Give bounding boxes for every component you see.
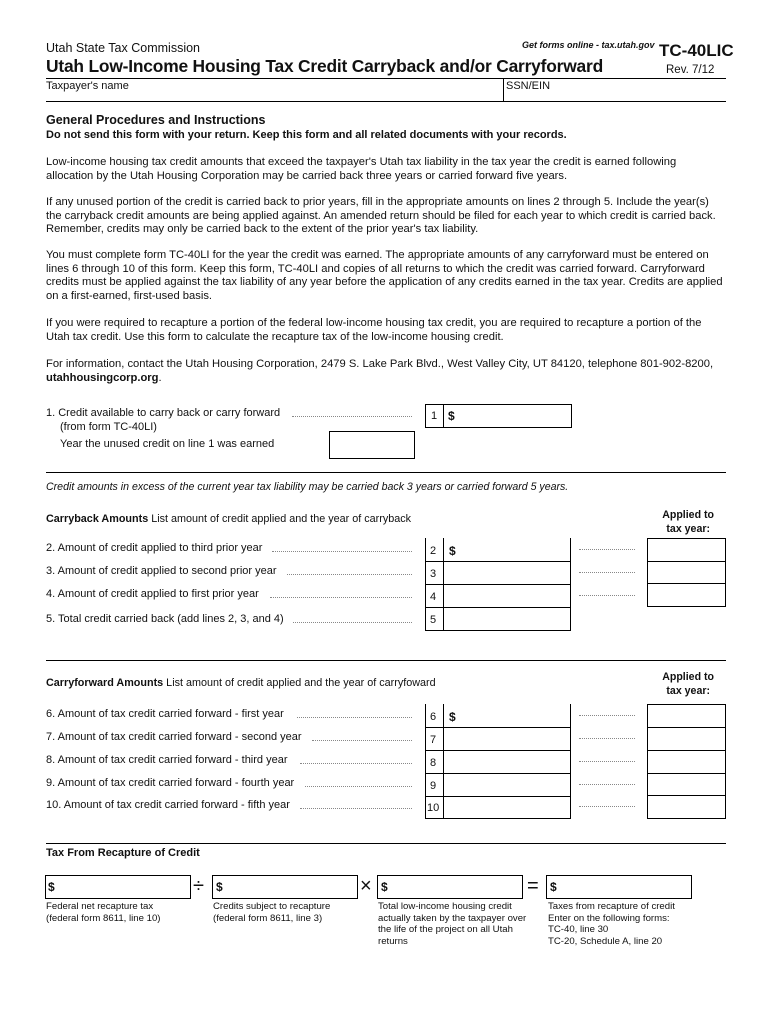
line-9-number: 9: [430, 780, 437, 792]
caption-total-credit-taken: [378, 901, 526, 947]
ssn-field[interactable]: [504, 79, 726, 99]
federal-net-recapture-field[interactable]: [45, 875, 191, 899]
carryback-applied-line1: Applied to: [662, 509, 714, 521]
line-7-amount-field[interactable]: [444, 728, 569, 749]
line-9-year-field[interactable]: [648, 774, 725, 795]
line-7-year-field[interactable]: [648, 728, 725, 750]
multiply-operator: ×: [360, 875, 372, 897]
carryforward-heading: [46, 677, 436, 689]
line-9-label: 9. Amount of tax credit carried forward - fourth year: [46, 777, 295, 789]
carryback-heading-bold: Carryback Amounts: [46, 513, 149, 525]
ssn-label: SSN/EIN: [506, 80, 551, 92]
carryforward-applied-label: [630, 671, 728, 698]
recapture-dollar-3: $: [381, 880, 388, 894]
line-4-amount-field[interactable]: [444, 585, 569, 606]
caption-4-line-3: TC-40, line 30: [548, 924, 609, 935]
instructions-paragraph-4: If you were required to recapture a portion of the federal low-income housing tax credit, you are required to recapture a portion of the Utah tax credit. Use this form to calculate the recapture tax of the low-income housing credit.: [46, 317, 702, 343]
recapture-dollar-1: $: [48, 880, 55, 894]
line-3-amount-field[interactable]: [444, 562, 569, 583]
housing-corp-link[interactable]: utahhousingcorp.org: [46, 371, 159, 384]
contact-text: For information, contact the Utah Housing Corporation, 2479 S. Lake Park Blvd., West Valley City, UT 84120, telephone 801-902-8200,: [46, 358, 714, 370]
line-6-year-field[interactable]: [648, 705, 725, 727]
caption-2-line-2: (federal form 8611, line 3): [213, 912, 323, 924]
line-1-label: 1. Credit available to carry back or carry forward: [46, 407, 281, 419]
line-2-label: 2. Amount of credit applied to third prior year: [46, 542, 263, 554]
instructions-paragraph-5: [46, 358, 726, 385]
line-1-sublabel: (from form TC-40LI): [60, 421, 157, 433]
line-1-dollar: $: [448, 409, 455, 423]
taxpayer-name-label: Taxpayer's name: [46, 80, 129, 92]
line-5-label: 5. Total credit carried back (add lines 2, 3, and 4): [46, 613, 284, 625]
carryback-year-column: [647, 538, 726, 607]
line-3-number: 3: [430, 568, 437, 580]
caption-4-line-1: Taxes from recapture of credit: [548, 901, 675, 912]
line-10-number: 10: [427, 802, 440, 814]
revision: Rev. 7/12: [666, 64, 715, 76]
line-2-amount-field[interactable]: [444, 539, 569, 560]
carryforward-year-column: [647, 704, 726, 819]
line-9-amount-field[interactable]: [444, 774, 569, 795]
caption-4-line-2: Enter on the following forms:: [548, 912, 670, 924]
caption-3-line-3: the life of the project on all Utah: [378, 924, 513, 935]
caption-4-line-4: TC-20, Schedule A, line 20: [548, 935, 663, 947]
line-8-label: 8. Amount of tax credit carried forward - third year: [46, 754, 288, 766]
instructions-subheading: Do not send this form with your return. Keep this form and all related documents with your records.: [46, 129, 567, 141]
excess-note: Credit amounts in excess of the current year tax liability may be carried back 3 years or carried forward 5 years.: [46, 481, 569, 493]
recapture-tax-field[interactable]: [546, 875, 692, 899]
instructions-paragraph-1: Low-income housing tax credit amounts that exceed the taxpayer's Utah tax liability in the tax year the credit is earned following allocation by the Utah Housing Corporation may be carried back three years or carried forward five years.: [46, 156, 677, 182]
carryforward-applied-line2: tax year:: [666, 684, 710, 697]
line-10-amount-field[interactable]: [444, 797, 569, 817]
caption-1-line-1: Federal net recapture tax: [46, 901, 154, 912]
caption-credits-subject: [213, 901, 330, 924]
recapture-heading: Tax From Recapture of Credit: [46, 847, 200, 859]
carryback-heading: [46, 513, 411, 525]
line-2-year-field[interactable]: [648, 539, 725, 561]
instructions-paragraph-3: You must complete form TC-40LI for the year the credit was earned. The appropriate amounts of any carryforward must be entered on lines 6 through 10 of this form. Keep this form, TC-40LI and copies of all returns to which the credit was carried forward. Carryforward credits must be applied against the tax liability of any year before the application of any credits earned in the tax year. Credits are applied on a first-earned, first-used basis.: [46, 249, 723, 302]
line-5-amount-field[interactable]: [444, 608, 569, 629]
line-8-number: 8: [430, 757, 437, 769]
carryforward-applied-line1: Applied to: [662, 671, 714, 683]
line-6-dollar: $: [449, 710, 456, 724]
get-forms-link[interactable]: Get forms online - tax.utah.gov: [522, 40, 655, 50]
divide-operator: ÷: [193, 875, 204, 897]
caption-3-line-4: returns: [378, 935, 408, 947]
caption-3-line-1: Total low-income housing credit: [378, 901, 512, 912]
contact-end: .: [158, 371, 162, 384]
taxpayer-name-field[interactable]: [46, 79, 502, 99]
line-2-number: 2: [430, 545, 437, 557]
caption-federal-net-recapture: [46, 901, 160, 924]
line-1-year-label: Year the unused credit on line 1 was earned: [60, 438, 275, 450]
line-8-amount-field[interactable]: [444, 751, 569, 772]
instructions-heading: General Procedures and Instructions: [46, 113, 266, 127]
line-6-label: 6. Amount of tax credit carried forward - first year: [46, 708, 284, 720]
line-8-year-field[interactable]: [648, 751, 725, 773]
equals-operator: =: [527, 875, 539, 897]
agency-name: Utah State Tax Commission: [46, 41, 200, 55]
line-6-amount-field[interactable]: [444, 705, 569, 726]
carryforward-amount-group: [425, 704, 571, 818]
total-credit-taken-field[interactable]: [377, 875, 523, 899]
recapture-dollar-4: $: [550, 880, 557, 894]
form-id: TC-40LIC: [659, 41, 734, 60]
caption-2-line-1: Credits subject to recapture: [213, 901, 331, 912]
line-3-year-field[interactable]: [648, 562, 725, 583]
carryforward-heading-text: List amount of credit applied and the year of carryfoward: [163, 677, 436, 689]
line-10-year-field[interactable]: [648, 796, 725, 818]
line-2-dollar: $: [449, 544, 456, 558]
carryback-heading-text: List amount of credit applied and the year of carryback: [148, 513, 412, 525]
carryback-applied-line2: tax year:: [666, 522, 710, 535]
carryback-amount-group: [425, 538, 571, 630]
caption-3-line-2: actually taken by the taxpayer over: [378, 912, 527, 924]
credits-subject-field[interactable]: [212, 875, 358, 899]
recapture-dollar-2: $: [216, 880, 223, 894]
line-10-label: 10. Amount of tax credit carried forward - fifth year: [46, 799, 290, 811]
line-3-label: 3. Amount of credit applied to second prior year: [46, 565, 277, 577]
line-5-number: 5: [430, 614, 437, 626]
line-4-number: 4: [430, 591, 437, 603]
line-7-number: 7: [430, 734, 437, 746]
carryback-applied-label: [630, 509, 728, 536]
form-title: Utah Low-Income Housing Tax Credit Carryback and/or Carryforward: [46, 56, 604, 76]
line-7-label: 7. Amount of tax credit carried forward - second year: [46, 731, 302, 743]
line-4-label: 4. Amount of credit applied to first prior year: [46, 588, 259, 600]
instructions-paragraph-2: If any unused portion of the credit is carried back to prior years, fill in the appropriate amounts on lines 2 through 5. Include the year(s) the carryback credit amounts are being applied against. An amended return should be filed for each year to which credit is carried back. Remember, credits may only be carried back to the extent of the prior year's tax liability.: [46, 196, 716, 236]
caption-1-line-2: (federal form 8611, line 10): [46, 912, 161, 924]
line-1-year-field[interactable]: [329, 431, 415, 459]
caption-recapture-tax: [548, 901, 675, 947]
carryforward-heading-bold: Carryforward Amounts: [46, 677, 164, 689]
line-1-number: 1: [431, 410, 438, 422]
line-6-number: 6: [430, 711, 437, 723]
line-4-year-field[interactable]: [648, 584, 725, 606]
